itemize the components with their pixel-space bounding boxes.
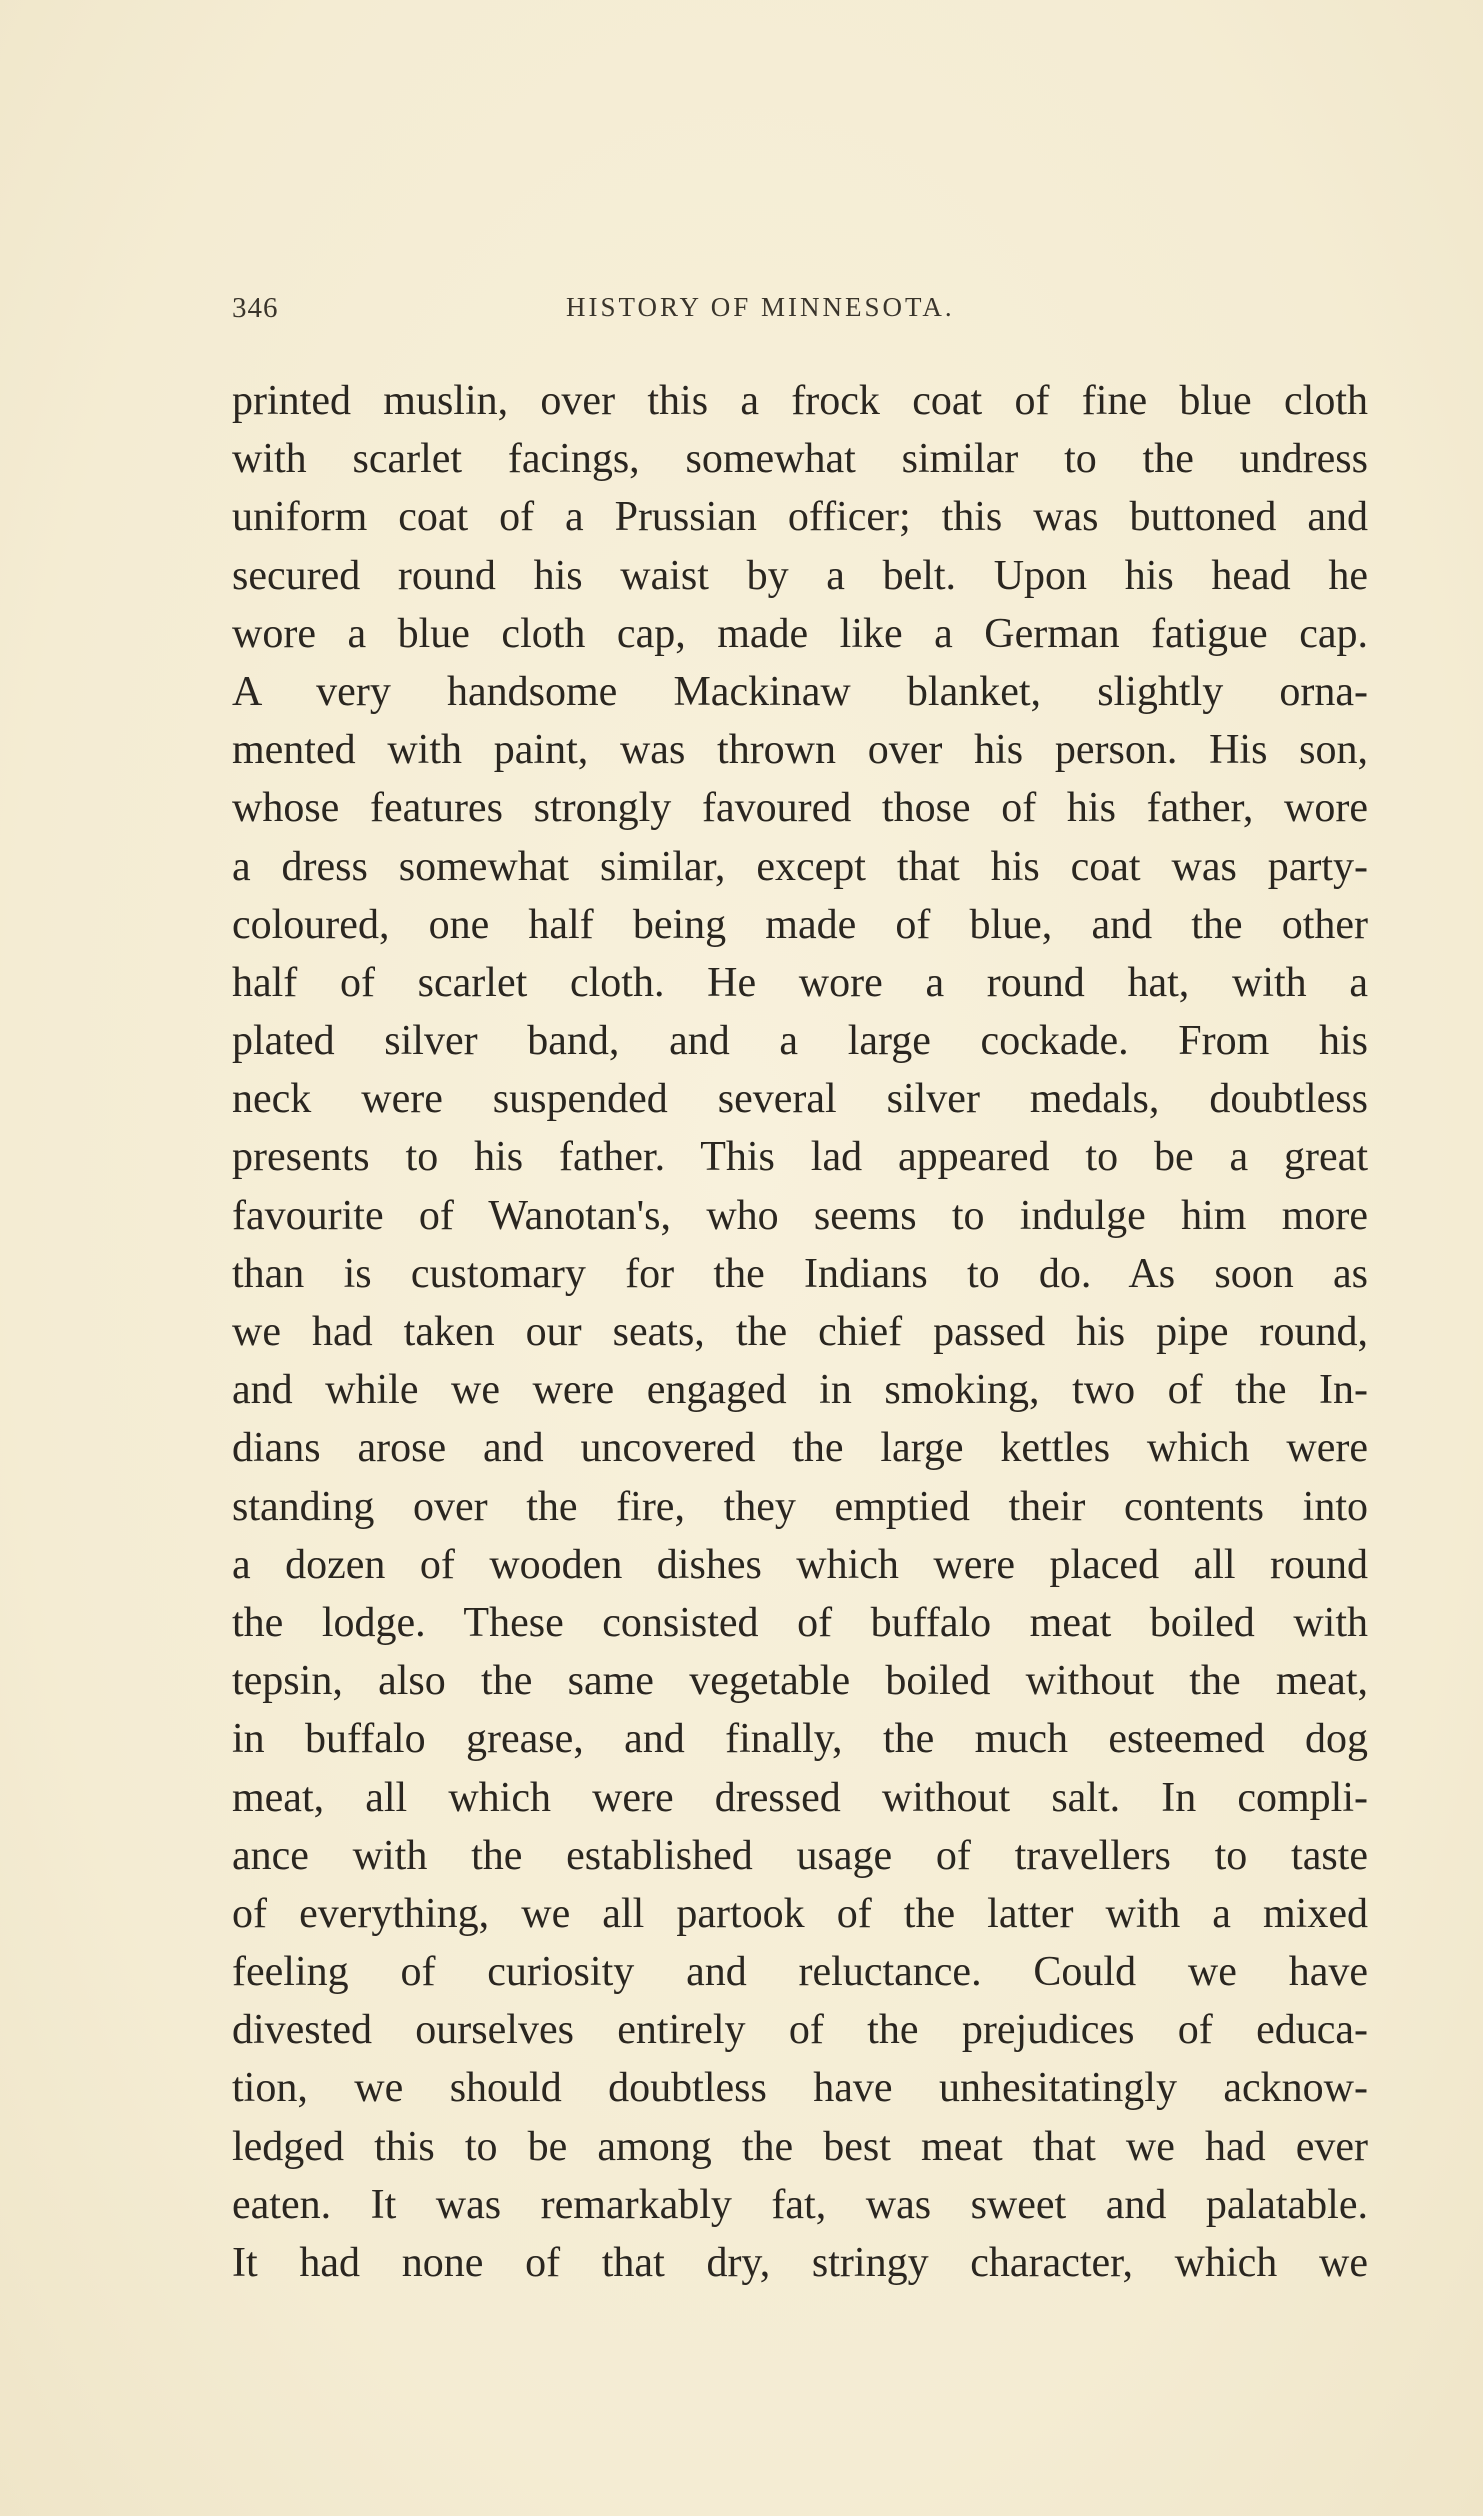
text-line: secured round his waist by a belt. Upon his head he	[232, 552, 1368, 599]
text-line: in buffalo grease, and finally, the much esteemed dog	[232, 1716, 1368, 1763]
text-line: tion, we should doubtless have unhesitatingly acknow-	[232, 2065, 1368, 2112]
body-text	[232, 372, 1368, 2292]
text-line: the lodge. These consisted of buffalo meat boiled with	[232, 1599, 1368, 1646]
text-line: divested ourselves entirely of the prejudices of educa-	[232, 2007, 1368, 2054]
text-line: mented with paint, was thrown over his person. His son,	[232, 727, 1368, 774]
text-line: coloured, one half being made of blue, and the other	[232, 901, 1368, 948]
text-line: than is customary for the Indians to do. As soon as	[232, 1250, 1368, 1297]
text-line: A very handsome Mackinaw blanket, slightly orna-	[232, 668, 1368, 715]
text-line: favourite of Wanotan's, who seems to indulge him more	[232, 1192, 1368, 1239]
running-title: HISTORY OF MINNESOTA.	[566, 292, 955, 322]
text-line: neck were suspended several silver medals, doubtless	[232, 1076, 1368, 1123]
text-line: we had taken our seats, the chief passed his pipe round,	[232, 1309, 1368, 1355]
text-line: printed muslin, over this a frock coat of fine blue cloth	[232, 378, 1368, 424]
text-line: half of scarlet cloth. He wore a round hat, with a	[232, 959, 1368, 1006]
text-line: a dozen of wooden dishes which were placed all round	[232, 1541, 1368, 1588]
text-line: meat, all which were dressed without salt. In compli-	[232, 1774, 1368, 1821]
page-number: 346	[232, 292, 279, 324]
text-line: It had none of that dry, stringy character, which we	[232, 2240, 1368, 2286]
text-line: feeling of curiosity and reluctance. Could we have	[232, 1949, 1368, 1996]
text-line: a dress somewhat similar, except that his coat was party-	[232, 843, 1368, 890]
text-line: plated silver band, and a large cockade. From his	[232, 1018, 1368, 1065]
text-line: eaten. It was remarkably fat, was sweet and palatable.	[232, 2181, 1368, 2228]
text-line: of everything, we all partook of the latter with a mixed	[232, 1890, 1368, 1937]
text-line: dians arose and uncovered the large kettles which were	[232, 1425, 1368, 1472]
text-line: uniform coat of a Prussian officer; this was buttoned and	[232, 494, 1368, 541]
text-line: ledged this to be among the best meat that we had ever	[232, 2123, 1368, 2170]
text-line: wore a blue cloth cap, made like a German fatigue cap.	[232, 610, 1368, 657]
text-line: with scarlet facings, somewhat similar to the undress	[232, 436, 1368, 483]
text-line: standing over the fire, they emptied their contents into	[232, 1483, 1368, 1530]
text-line: tepsin, also the same vegetable boiled without the meat,	[232, 1658, 1368, 1705]
text-line: presents to his father. This lad appeared to be a great	[232, 1134, 1368, 1181]
text-line: and while we were engaged in smoking, two of the In-	[232, 1367, 1368, 1414]
text-line: whose features strongly favoured those of his father, wore	[232, 785, 1368, 832]
text-line: ance with the established usage of travellers to taste	[232, 1832, 1368, 1879]
running-head	[232, 292, 1368, 332]
